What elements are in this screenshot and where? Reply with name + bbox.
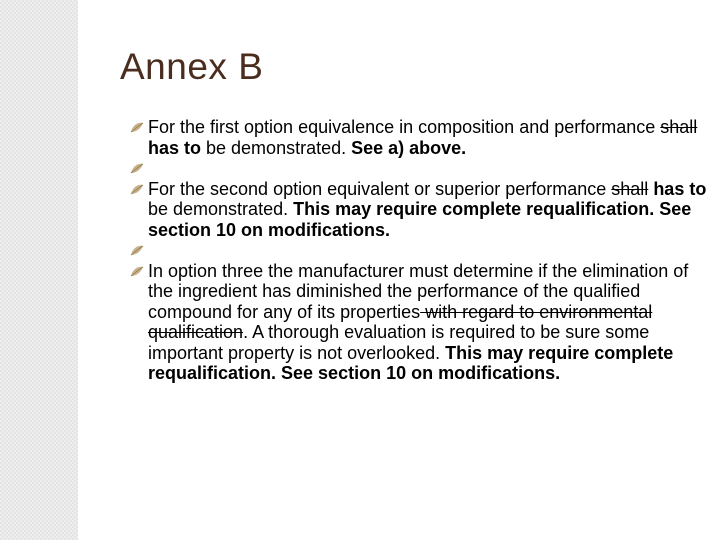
bullet-item-empty [130, 240, 710, 261]
strikethrough-text: shall [660, 117, 698, 137]
bullet-item-2 [130, 179, 710, 241]
bullet-text-run: In option three the manufacturer must determine if the elimination of the ingredient has diminished the performance of the qualified compound for any of its properties [148, 260, 689, 322]
petal-bullet-icon [130, 121, 144, 134]
bold-text: This may require complete requalification. See section 10 on modifications. [148, 342, 674, 383]
bullet-list [130, 117, 710, 384]
bullet-text-run: For the first option equivalence in composition and performance [148, 117, 661, 137]
bullet-item-empty [130, 158, 710, 179]
petal-bullet-icon [130, 265, 144, 278]
bullet-item-3 [130, 261, 710, 384]
bullet-item-1 [130, 117, 710, 158]
bullet-text-run: be demonstrated. [201, 137, 352, 158]
petal-bullet-icon [130, 183, 144, 196]
bullet-text-run: be demonstrated. [148, 199, 294, 219]
petal-bullet-icon [130, 244, 144, 257]
bullet-text-run: For the second option equivalent or superior performance [148, 178, 612, 199]
slide-title: Annex B [120, 46, 264, 87]
bullet-text-run: . A thorough evaluation is required to be sure some important property is not overlooked. [148, 322, 650, 363]
bold-text: See a) above. [351, 137, 467, 158]
petal-bullet-icon [130, 162, 144, 175]
bold-text: has to [148, 137, 202, 158]
strikethrough-text: shall [611, 178, 649, 199]
strikethrough-text: with regard to environmental qualification [148, 301, 653, 342]
bold-text: This may require complete requalification. See section 10 on modifications. [148, 199, 692, 240]
side-texture-panel [0, 0, 78, 540]
bold-text: has to [653, 178, 707, 199]
